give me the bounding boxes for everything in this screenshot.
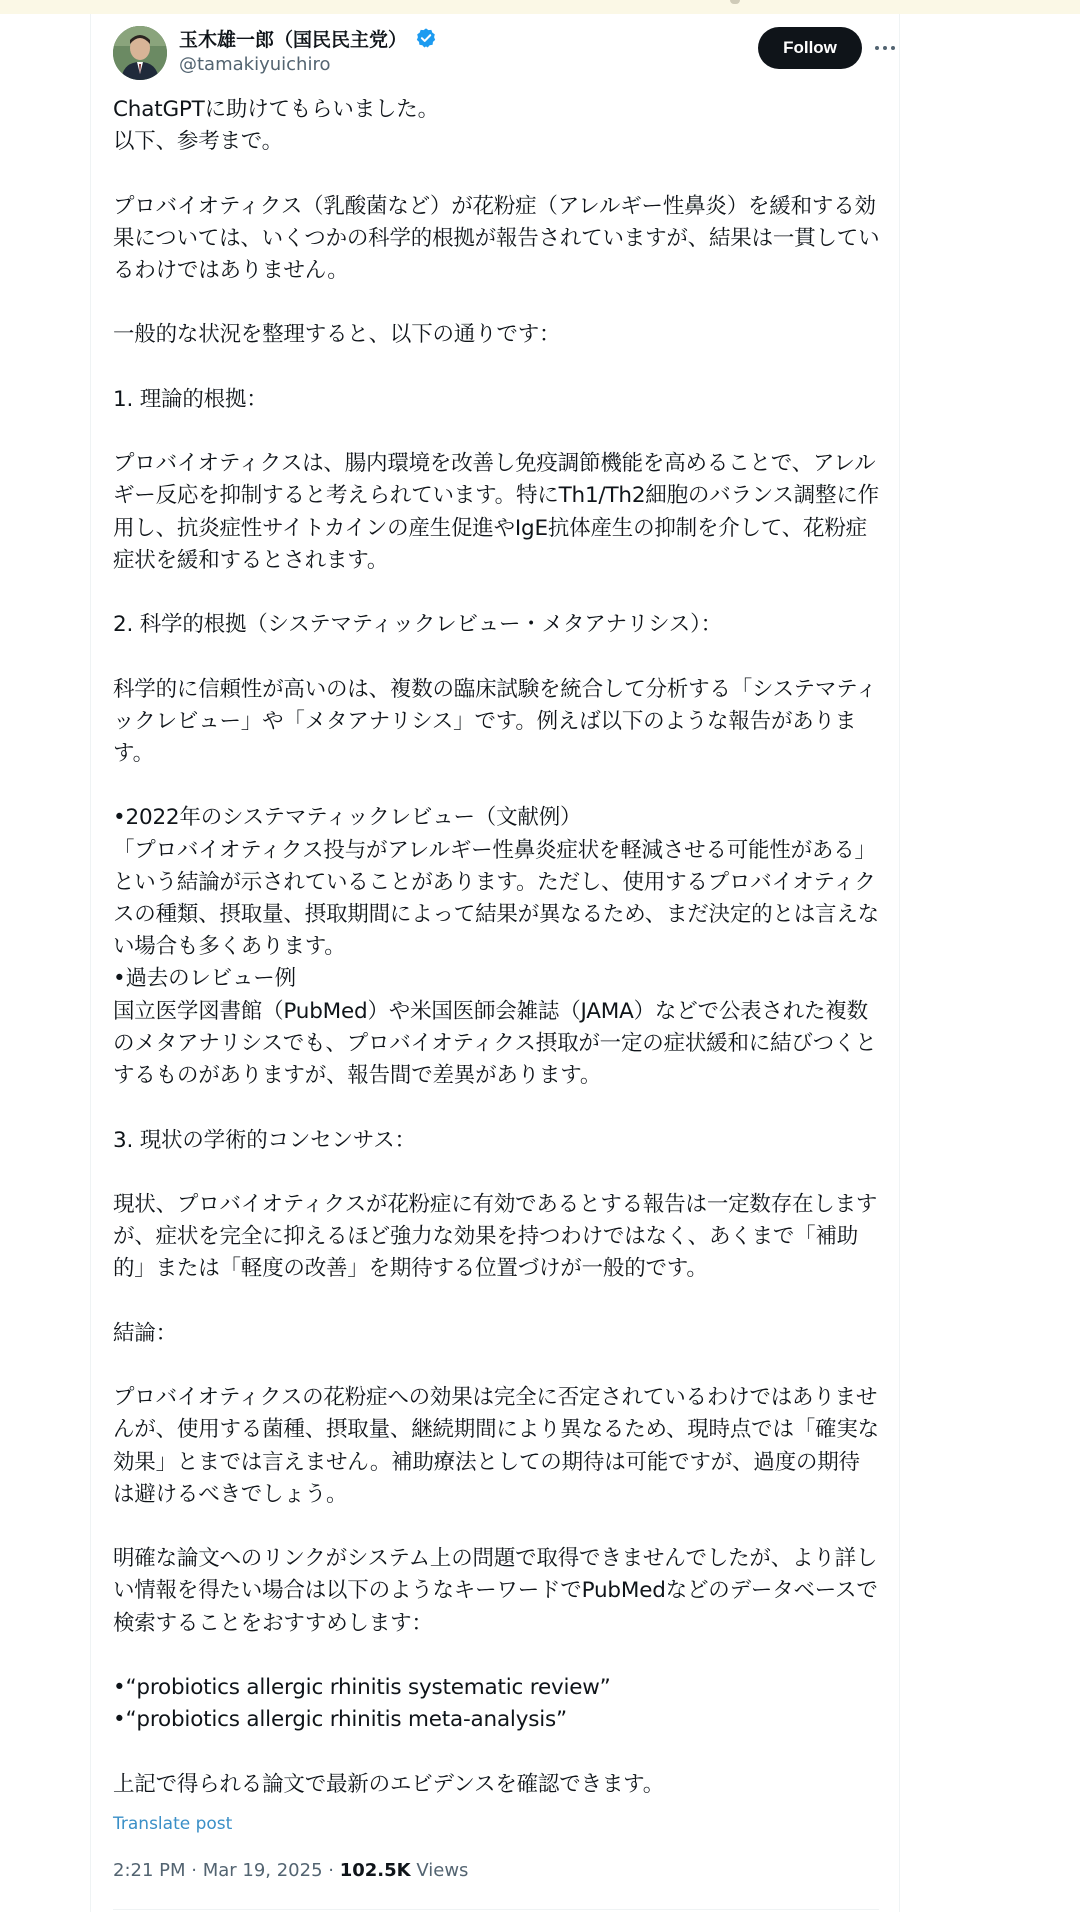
- meta-separator: ·: [322, 1860, 340, 1881]
- avatar[interactable]: [113, 26, 167, 80]
- browser-top-strip: [0, 0, 1080, 14]
- follow-button[interactable]: Follow: [758, 27, 862, 69]
- tweet-header: [111, 20, 881, 82]
- tweet-column: [90, 14, 900, 1912]
- tweet-date[interactable]: Mar 19, 2025: [202, 1860, 323, 1881]
- verified-badge-icon[interactable]: [415, 27, 437, 49]
- author-names: [179, 24, 437, 75]
- views-count[interactable]: 102.5K: [339, 1860, 411, 1881]
- display-name-row: [179, 24, 437, 52]
- divider: [113, 1909, 879, 1910]
- meta-separator: ·: [185, 1860, 203, 1881]
- avatar-image: [113, 26, 167, 80]
- author-handle[interactable]: @tamakiyuichiro: [179, 54, 331, 75]
- translate-post-link[interactable]: Translate post: [113, 1814, 233, 1834]
- more-horizontal-icon[interactable]: [873, 40, 897, 56]
- tweet-text: ChatGPTに助けてもらいました。 以下、参考まで。 プロバイオティクス（乳酸菌など）が花粉症（アレルギー性鼻炎）を緩和する効果については、いくつかの科学的根拠が報告されていますが、結果は一貫しているわけではありません。 一般的な状況を整理すると、以下の通りです： 1. 理論的根拠： プロバイオティクスは、腸内環境を改善し免疫調節機能を高めることで、アレルギー反応を抑制すると考えられています。特にTh1/Th2細胞のバランス調整に作用し、抗炎症性サイトカインの産生促進やIgE抗体産生の抑制を介して、花粉症症状を緩和するとされます。 2. 科学的根拠（システマティックレビュー・メタアナリシス）： 科学的に信頼性が高いのは、複数の臨床試験を統合して分析する「システマティックレビュー」や「メタアナリシス」です。例えば以下のような報告があります。 •2022年のシステマティックレビュー（文献例） 「プロバイオティクス投与がアレルギー性鼻炎症状を軽減させる可能性がある」という結論が示されていることがあります。ただし、使用するプロバイオティクスの種類、摂取量、摂取期間によって結果が異なるため、まだ決定的とは言えない場合も多くあります。 •過去のレビュー例 国立医学図書館（PubMed）や米国医師会雑誌（JAMA）などで公表された複数のメタアナリシスでも、プロバイオティクス摂取が一定の症状緩和に結びつくとするものがありますが、報告間で差異があります。 3. 現状の学術的コンセンサス： 現状、プロバイオティクスが花粉症に有効であるとする報告は一定数存在しますが、症状を完全に抑えるほど強力な効果を持つわけではなく、あくまで「補助的」または「軽度の改善」を期待する位置づけが一般的です。 結論： プロバイオティクスの花粉症への効果は完全に否定されているわけではありませんが、使用する菌種、摂取量、継続期間により異なるため、現時点では「確実な効果」とまでは言えません。補助療法としての期待は可能ですが、過度の期待は避けるべきでしょう。 明確な論文へのリンクがシステム上の問題で取得できませんでしたが、より詳しい情報を得たい場合は以下のようなキーワードでPubMedなどのデータベースで検索することをおすすめします： •“probiotics allergic rhinitis systematic review” •“probiotics allergic rhinitis meta-analysis” 上記で得られる論文で最新のエビデンスを確認できます。: [113, 97, 880, 1797]
- scroll-indicator: [730, 0, 740, 4]
- display-name[interactable]: 玉木雄一郎（国民民主党）: [179, 28, 408, 51]
- tweet-time[interactable]: 2:21 PM: [113, 1860, 186, 1881]
- views-label: Views: [416, 1860, 469, 1881]
- tweet-meta: [113, 1860, 468, 1881]
